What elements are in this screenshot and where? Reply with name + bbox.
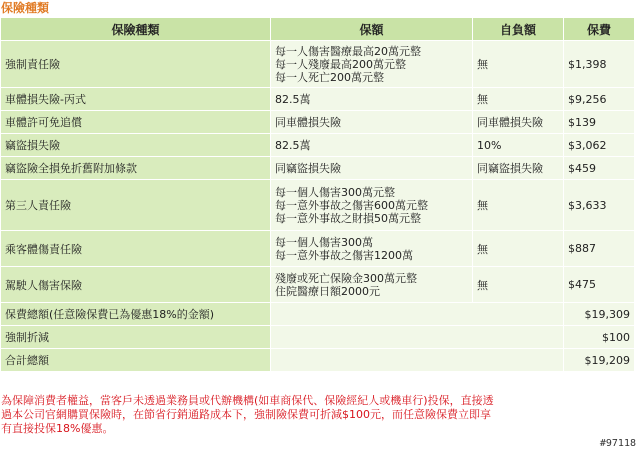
insurance-type-cell: 竊盜損失險 [1, 134, 271, 157]
insurance-type-cell: 強制責任險 [1, 41, 271, 88]
premium-cell: $9,256 [564, 88, 635, 111]
coverage-line: 每一人死亡200萬元整 [275, 70, 384, 84]
deductible-cell: 無 [473, 267, 564, 303]
deductible-cell: 無 [473, 41, 564, 88]
insurance-type-cell: 竊盜險全損免折舊附加條款 [1, 157, 271, 180]
coverage-line: 每一個人傷害300萬 [275, 235, 373, 249]
table-row [1, 134, 635, 157]
deductible-cell: 無 [473, 88, 564, 111]
premium-cell: $3,633 [564, 180, 635, 231]
premium-cell: $3,062 [564, 134, 635, 157]
insurance-type-cell: 駕駛人傷害保險 [1, 267, 271, 303]
coverage-cell: 同車體損失險 [271, 111, 473, 134]
premium-cell: $139 [564, 111, 635, 134]
summary-row [1, 349, 635, 372]
coverage-cell: 82.5萬 [271, 134, 473, 157]
insurance-table [0, 17, 635, 372]
deductible-cell: 無 [473, 180, 564, 231]
insurance-type-cell: 第三人責任險 [1, 180, 271, 231]
insurance-type-cell: 乘客體傷責任險 [1, 231, 271, 267]
coverage-line: 每一人殘廢最高200萬元整 [275, 57, 406, 71]
table-row [1, 267, 635, 303]
table-row [1, 41, 635, 88]
header-deductible: 自負額 [473, 18, 564, 41]
coverage-line: 每一人傷害醫療最高20萬元整 [275, 44, 421, 58]
coverage-line: 每一意外事故之財損50萬元整 [275, 211, 421, 225]
coverage-cell [271, 180, 473, 231]
coverage-cell: 同竊盜損失險 [271, 157, 473, 180]
coverage-cell [271, 267, 473, 303]
coverage-line: 每一意外事故之傷害1200萬 [275, 248, 413, 262]
insurance-type-cell: 車體損失險-丙式 [1, 88, 271, 111]
deductible-cell: 無 [473, 231, 564, 267]
discount-note [1, 394, 637, 436]
summary-row [1, 326, 635, 349]
summary-value: $19,209 [564, 349, 635, 372]
summary-value: $19,309 [564, 303, 635, 326]
summary-value: $100 [564, 326, 635, 349]
deductible-cell: 同車體損失險 [473, 111, 564, 134]
table-header-row [1, 18, 635, 41]
note-line: 有直接投保18%優惠。 [1, 422, 114, 435]
insurance-type-cell: 車體許可免追償 [1, 111, 271, 134]
summary-label: 保費總額(任意險保費已為優惠18%的金額) [1, 303, 271, 326]
coverage-line: 每一意外事故之傷害600萬元整 [275, 198, 428, 212]
coverage-cell [271, 41, 473, 88]
premium-cell: $887 [564, 231, 635, 267]
summary-spacer [271, 349, 564, 372]
summary-label: 合計總額 [1, 349, 271, 372]
table-row [1, 111, 635, 134]
table-row [1, 157, 635, 180]
note-line: 過本公司官網購買保險時，在節省行銷通路成本下，強制險保費可折減$100元，而任意險保費立即享 [1, 408, 491, 421]
section-title: 保險種類 [1, 1, 50, 15]
header-insurance-type: 保險種類 [1, 18, 271, 41]
premium-cell: $475 [564, 267, 635, 303]
header-coverage: 保額 [271, 18, 473, 41]
summary-label: 強制折減 [1, 326, 271, 349]
coverage-cell: 82.5萬 [271, 88, 473, 111]
coverage-line: 住院醫療日額2000元 [275, 284, 380, 298]
watermark-id: #97118 [599, 438, 636, 449]
premium-cell: $459 [564, 157, 635, 180]
header-premium: 保費 [564, 18, 635, 41]
summary-spacer [271, 326, 564, 349]
table-row [1, 88, 635, 111]
coverage-line: 每一個人傷害300萬元整 [275, 185, 395, 199]
table-row [1, 231, 635, 267]
premium-cell: $1,398 [564, 41, 635, 88]
deductible-cell: 10% [473, 134, 564, 157]
coverage-cell [271, 231, 473, 267]
note-line: 為保障消費者權益，當客戶未透過業務員或代辦機構(如車商保代、保險經紀人或機車行)投保，直接透 [1, 394, 494, 407]
summary-spacer [271, 303, 564, 326]
summary-row [1, 303, 635, 326]
deductible-cell: 同竊盜損失險 [473, 157, 564, 180]
table-row [1, 180, 635, 231]
coverage-line: 殘廢或死亡保險金300萬元整 [275, 271, 417, 285]
